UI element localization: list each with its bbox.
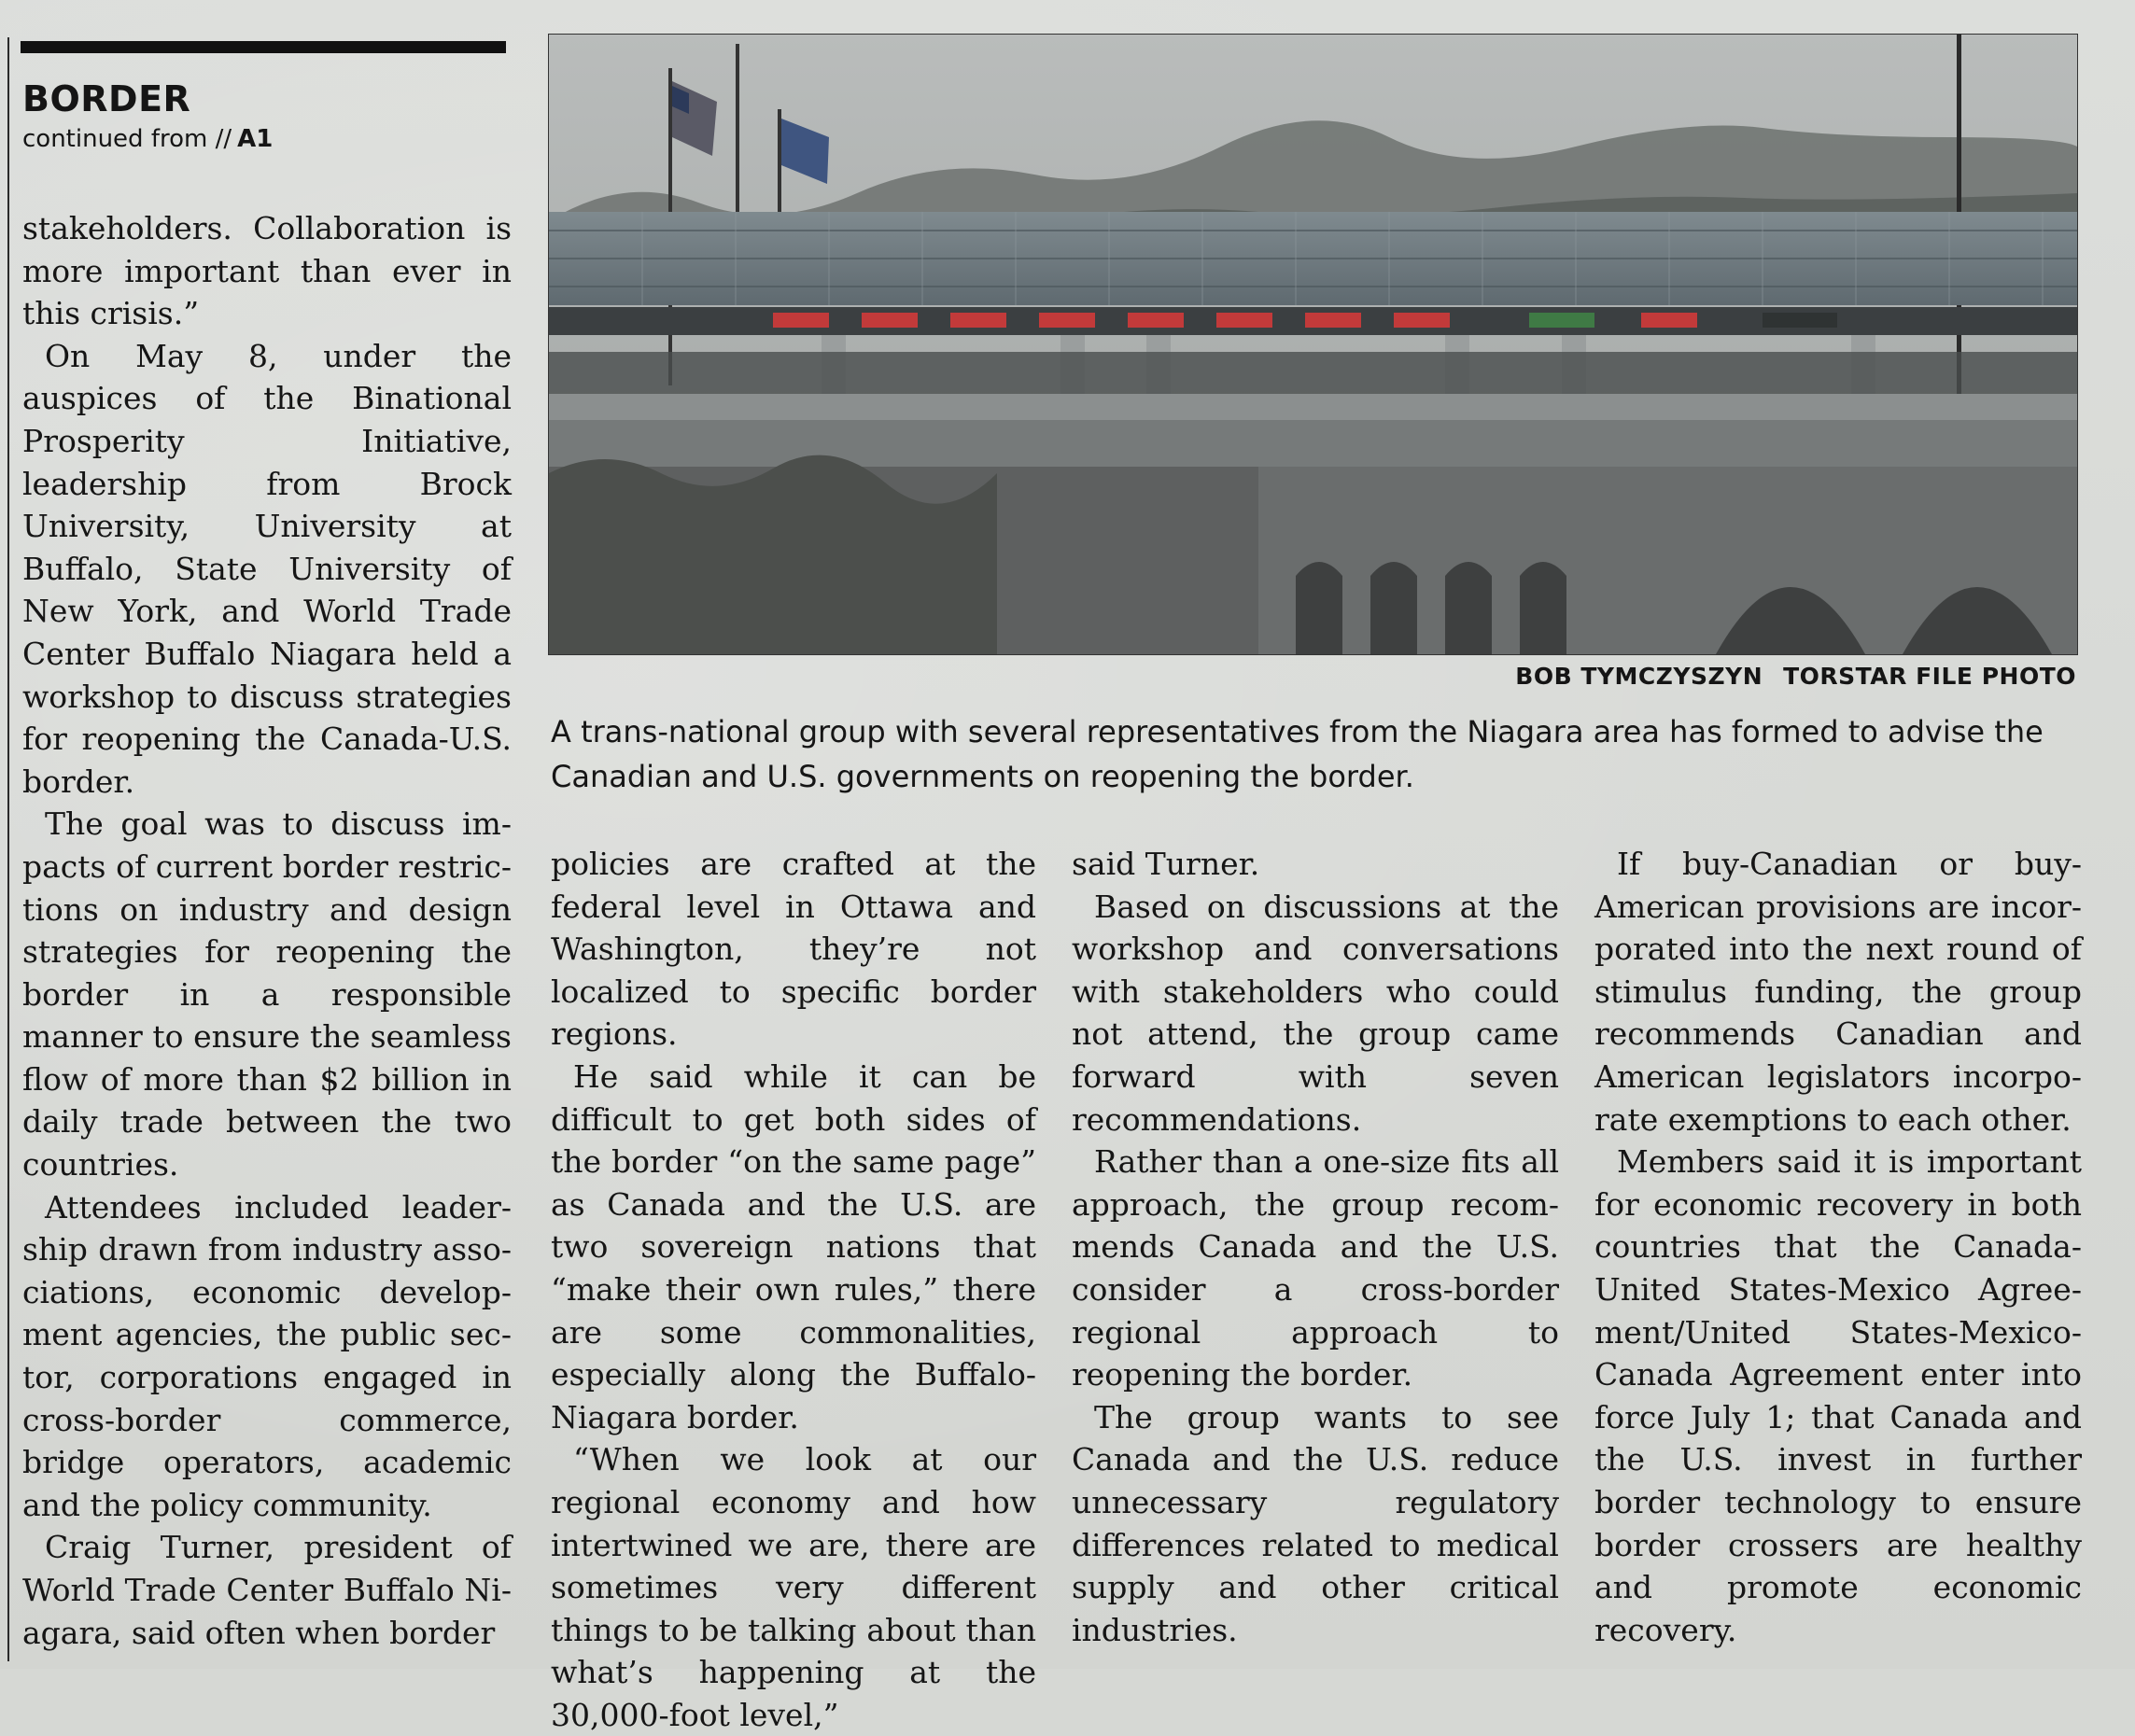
photo-credit xyxy=(1515,663,2076,690)
paragraph: On May 8, under the auspices of the Binational Prosperity Initiative, leadership from Brock University, University at Buffalo, State University of New York, and World Trade Center Buffalo Niagara held a workshop to discuss strategies for reopening the Canada-U.S. border. xyxy=(22,337,512,800)
paragraph: policies are crafted at the federal level in Ottawa and Washington, they’re not localized to specific border regions. xyxy=(551,846,1036,1053)
paragraph: Craig Turner, president of World Trade Center Buffalo Niagara, said often when border xyxy=(22,1529,512,1651)
section-bar xyxy=(21,41,506,53)
photo-caption: A trans-national group with several representatives from the Niagara area has formed to advise the Canadian and U.S. governments on reopening the border. xyxy=(551,714,2044,794)
paragraph: If buy-Canadian or buy-American provisions are incorporated into the next round of stimulus funding, the group recommends Canadian and American legislators incorporate exemptions to each other. xyxy=(1594,846,2082,1138)
photo-source: TORSTAR FILE PHOTO xyxy=(1783,663,2076,690)
jump-text: continued from // xyxy=(22,125,232,153)
story-kicker: BORDER xyxy=(22,78,191,119)
paragraph: “When we look at our regional economy and how intertwined we are, there are sometimes very different things to be talking about than what’s happening at the 30,000-foot level,” xyxy=(551,1441,1036,1733)
paragraph: stakeholders. Collaboration is more important than ever in this crisis.” xyxy=(22,210,512,332)
article-column-3 xyxy=(1072,843,1559,1651)
article-column-1 xyxy=(22,207,512,1654)
paragraph: Rather than a one-size fits all approach, the group recommends Canada and the U.S. consider a cross-border regional approach to reopening the border. xyxy=(1072,1143,1559,1393)
column-rule xyxy=(7,37,9,1661)
jump-line xyxy=(22,125,273,153)
paragraph: Attendees included leadership drawn from industry associations, economic development agencies, the public sector, corporations engaged in cross-border commerce, bridge operators, academic and the policy community. xyxy=(22,1188,512,1523)
bridge-plaza-illustration xyxy=(549,35,2077,654)
article-column-2 xyxy=(551,843,1036,1736)
jump-page: A1 xyxy=(237,125,274,153)
paragraph: Based on discussions at the workshop and conversations with stakeholders who could not attend, the group came forward with seven recommendations. xyxy=(1072,888,1559,1138)
border-crossing-photo xyxy=(548,34,2078,655)
paragraph: He said while it can be difficult to get both sides of the border “on the same page” as Canada and the U.S. are two sovereign nations that “make their own rules,” there are some commonalities, especially along the Buffalo-Niagara border. xyxy=(551,1057,1036,1435)
paragraph: The group wants to see Canada and the U.S. reduce unnecessary regulatory differences related to medical supply and other critical industries. xyxy=(1072,1398,1559,1648)
photographer-name: BOB TYMCZYSZYN xyxy=(1515,663,1763,690)
article-column-4 xyxy=(1594,843,2082,1651)
paragraph: said Turner. xyxy=(1072,846,1260,882)
paragraph: The goal was to discuss impacts of current border restrictions on industry and design strategies for reopening the border in a responsible manner to ensure the seamless flow of more than $2 billion in daily trade between the two countries. xyxy=(22,805,512,1183)
paragraph: Members said it is important for economic recovery in both countries that the Canada-United States-Mexico Agreement/United States-Mexico-Canada Agreement enter into force July 1; that Canada and the U.S. invest in further border technology to ensure border crossers are healthy and promote economic recovery. xyxy=(1594,1143,2082,1648)
